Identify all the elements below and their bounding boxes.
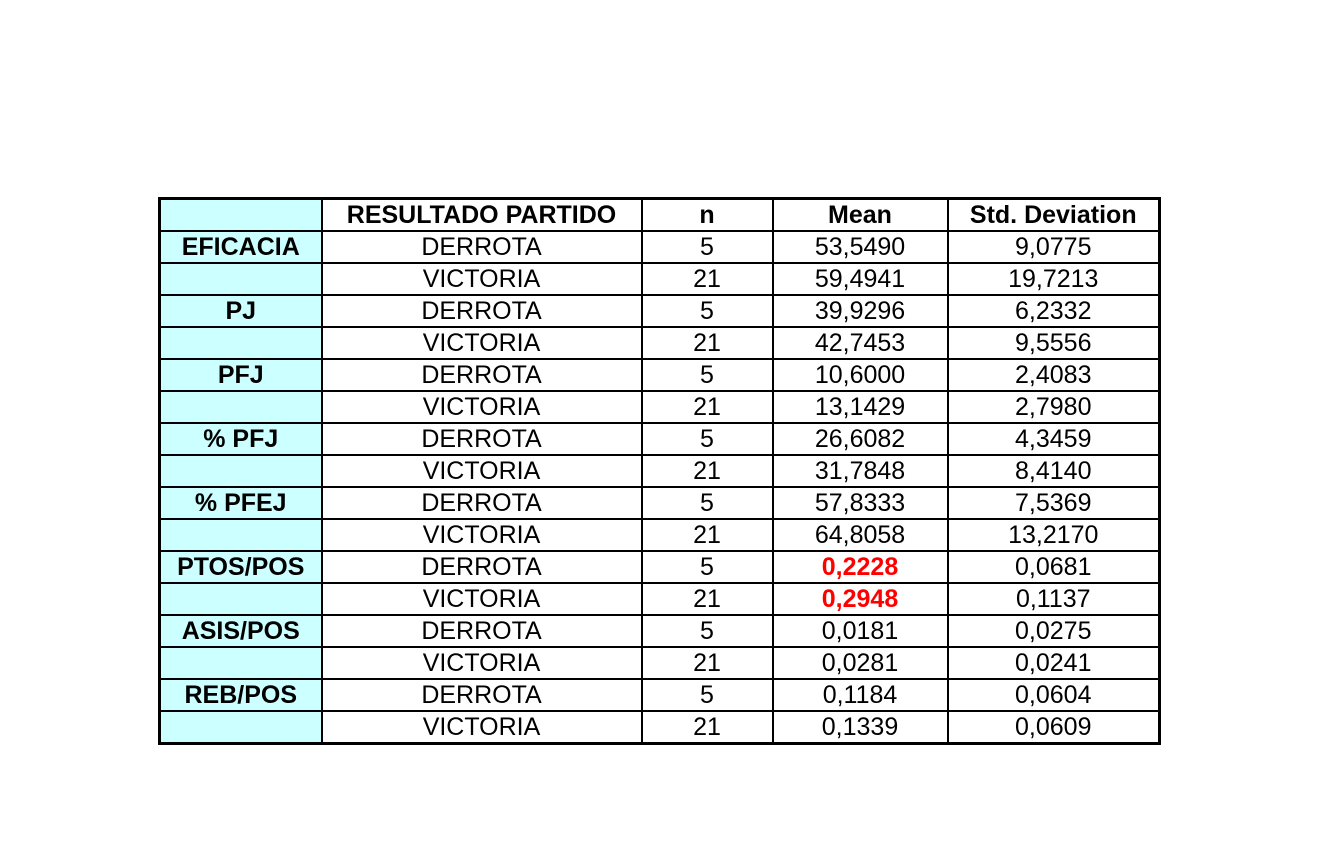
n-cell: 5 (642, 295, 773, 327)
n-cell: 21 (642, 263, 773, 295)
variable-cell (160, 647, 322, 679)
variable-cell (160, 391, 322, 423)
n-cell: 5 (642, 679, 773, 711)
n-cell: 5 (642, 615, 773, 647)
result-cell: DERROTA (322, 295, 642, 327)
variable-cell (160, 519, 322, 551)
std-deviation-cell: 19,7213 (948, 263, 1160, 295)
std-deviation-cell: 0,0609 (948, 711, 1160, 744)
table-row (160, 647, 1160, 679)
n-cell: 21 (642, 455, 773, 487)
result-cell: VICTORIA (322, 711, 642, 744)
header-resultado-partido: RESULTADO PARTIDO (322, 199, 642, 232)
std-deviation-cell: 7,5369 (948, 487, 1160, 519)
result-cell: DERROTA (322, 231, 642, 263)
std-deviation-cell: 9,5556 (948, 327, 1160, 359)
variable-cell: PFJ (160, 359, 322, 391)
result-cell: DERROTA (322, 615, 642, 647)
header-std-deviation: Std. Deviation (948, 199, 1160, 232)
std-deviation-cell: 9,0775 (948, 231, 1160, 263)
table-row (160, 615, 1160, 647)
variable-cell (160, 455, 322, 487)
variable-cell (160, 583, 322, 615)
mean-cell: 31,7848 (773, 455, 948, 487)
variable-cell: % PFEJ (160, 487, 322, 519)
mean-cell: 59,4941 (773, 263, 948, 295)
std-deviation-cell: 0,1137 (948, 583, 1160, 615)
mean-cell: 0,1339 (773, 711, 948, 744)
mean-cell: 0,2948 (773, 583, 948, 615)
std-deviation-cell: 0,0241 (948, 647, 1160, 679)
variable-cell: PTOS/POS (160, 551, 322, 583)
result-cell: DERROTA (322, 551, 642, 583)
std-deviation-cell: 4,3459 (948, 423, 1160, 455)
table-row (160, 423, 1160, 455)
table-row (160, 231, 1160, 263)
std-deviation-cell: 13,2170 (948, 519, 1160, 551)
mean-cell: 26,6082 (773, 423, 948, 455)
table-row (160, 391, 1160, 423)
std-deviation-cell: 2,7980 (948, 391, 1160, 423)
header-variable-cell (160, 199, 322, 232)
table-row (160, 487, 1160, 519)
std-deviation-cell: 0,0681 (948, 551, 1160, 583)
mean-cell: 39,9296 (773, 295, 948, 327)
n-cell: 21 (642, 327, 773, 359)
result-cell: VICTORIA (322, 391, 642, 423)
result-cell: VICTORIA (322, 263, 642, 295)
variable-cell: EFICACIA (160, 231, 322, 263)
header-n: n (642, 199, 773, 232)
result-cell: VICTORIA (322, 647, 642, 679)
n-cell: 21 (642, 711, 773, 744)
table-row (160, 327, 1160, 359)
result-cell: VICTORIA (322, 583, 642, 615)
n-cell: 5 (642, 231, 773, 263)
result-cell: VICTORIA (322, 455, 642, 487)
n-cell: 5 (642, 359, 773, 391)
n-cell: 5 (642, 487, 773, 519)
variable-cell: PJ (160, 295, 322, 327)
table-row (160, 519, 1160, 551)
std-deviation-cell: 8,4140 (948, 455, 1160, 487)
table-row (160, 551, 1160, 583)
n-cell: 5 (642, 551, 773, 583)
variable-cell: REB/POS (160, 679, 322, 711)
result-cell: DERROTA (322, 359, 642, 391)
mean-cell: 53,5490 (773, 231, 948, 263)
variable-cell (160, 711, 322, 744)
mean-cell: 13,1429 (773, 391, 948, 423)
mean-cell: 64,8058 (773, 519, 948, 551)
n-cell: 21 (642, 647, 773, 679)
mean-cell: 0,1184 (773, 679, 948, 711)
table-row (160, 359, 1160, 391)
n-cell: 21 (642, 391, 773, 423)
variable-cell (160, 263, 322, 295)
mean-cell: 42,7453 (773, 327, 948, 359)
n-cell: 21 (642, 583, 773, 615)
n-cell: 21 (642, 519, 773, 551)
table-row (160, 263, 1160, 295)
stats-table-body (160, 199, 1160, 744)
result-cell: VICTORIA (322, 327, 642, 359)
std-deviation-cell: 0,0604 (948, 679, 1160, 711)
table-row (160, 455, 1160, 487)
mean-cell: 0,0281 (773, 647, 948, 679)
header-mean: Mean (773, 199, 948, 232)
n-cell: 5 (642, 423, 773, 455)
result-cell: DERROTA (322, 679, 642, 711)
table-row (160, 583, 1160, 615)
mean-cell: 10,6000 (773, 359, 948, 391)
result-cell: DERROTA (322, 487, 642, 519)
result-cell: DERROTA (322, 423, 642, 455)
table-row (160, 679, 1160, 711)
mean-cell: 57,8333 (773, 487, 948, 519)
std-deviation-cell: 0,0275 (948, 615, 1160, 647)
header-row (160, 199, 1160, 232)
table-row (160, 711, 1160, 744)
variable-cell: % PFJ (160, 423, 322, 455)
mean-cell: 0,2228 (773, 551, 948, 583)
result-cell: VICTORIA (322, 519, 642, 551)
std-deviation-cell: 6,2332 (948, 295, 1160, 327)
variable-cell: ASIS/POS (160, 615, 322, 647)
table-row (160, 295, 1160, 327)
stats-table (158, 197, 1161, 745)
variable-cell (160, 327, 322, 359)
std-deviation-cell: 2,4083 (948, 359, 1160, 391)
mean-cell: 0,0181 (773, 615, 948, 647)
